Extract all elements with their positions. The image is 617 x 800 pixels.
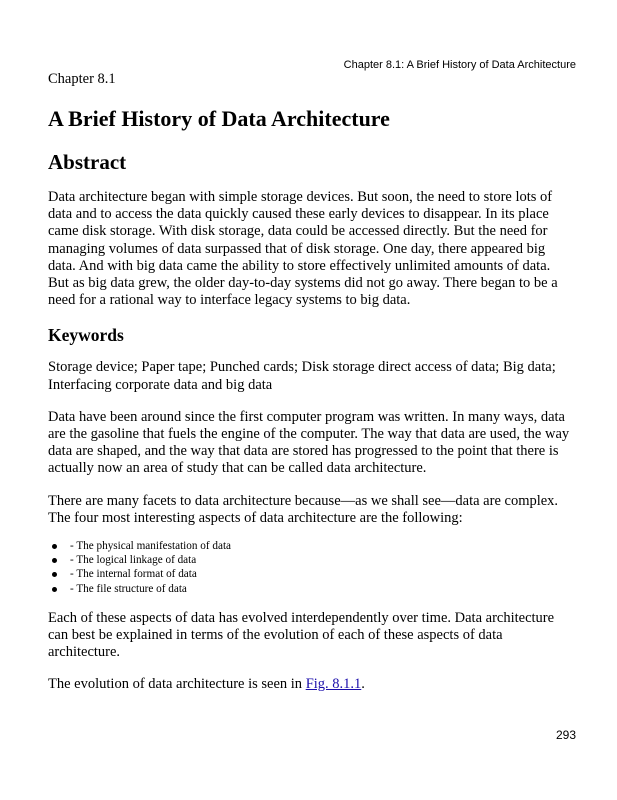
running-header: Chapter 8.1: A Brief History of Data Architecture: [343, 59, 576, 71]
list-item: [70, 553, 574, 567]
figure-reference-suffix: .: [361, 676, 365, 693]
figure-link[interactable]: Fig. 8.1.1: [305, 676, 362, 693]
keywords-heading: Keywords: [48, 325, 124, 346]
abstract-text: Data architecture began with simple storage devices. But soon, the need to store lots of data and to access the data quickly caused these early devices to disappear. In its place came disk storage. With disk storage, data could be accessed directly. But the need for managing volumes of data surpassed that of disk storage. One day, there appeared big data. And with big data came the ability to store effectively unlimited amounts of data. But as big data grew, the older day-to-day systems did not go away. There began to be a need for a rational way to interface legacy systems to big data.: [48, 189, 558, 309]
page-content: [48, 104, 574, 694]
bullet-icon: [52, 558, 57, 563]
bullet-icon: [52, 544, 57, 549]
bullet-icon: [52, 587, 57, 592]
intro-paragraph: Data have been around since the first computer program was written. In many ways, data are the gasoline that fuels the engine of the computer. The way that data are used, the way data are shaped, and the way that data are stored has progressed to the point that there is actually now an area of study that can be called data architecture.: [48, 408, 570, 477]
list-item: [70, 567, 574, 581]
list-item-text: - The logical linkage of data: [70, 554, 197, 567]
list-item: [70, 582, 574, 596]
list-item: [70, 539, 574, 553]
chapter-label: Chapter 8.1: [48, 71, 116, 87]
facets-list: [48, 539, 574, 596]
evolution-paragraph: Each of these aspects of data has evolved interdependently over time. Data architecture can best be explained in terms of the evolution of each of these aspects of data architecture.: [48, 609, 555, 661]
list-item-text: - The file structure of data: [70, 582, 187, 595]
bullet-icon: [52, 572, 57, 577]
facets-paragraph: There are many facets to data architecture because—as we shall see—data are complex. The four most interesting aspects of data architecture are the following:: [48, 492, 559, 526]
list-item-text: - The physical manifestation of data: [70, 540, 232, 553]
keywords-text: Storage device; Paper tape; Punched cards; Disk storage direct access of data; Big data; Interfacing corporate data and big data: [48, 359, 556, 393]
page-number: 293: [555, 728, 576, 742]
chapter-title: A Brief History of Data Architecture: [48, 106, 390, 131]
list-item-text: - The internal format of data: [70, 568, 197, 581]
abstract-heading: Abstract: [48, 150, 127, 174]
figure-reference-prefix: The evolution of data architecture is seen in: [48, 676, 306, 693]
figure-reference-paragraph: [48, 676, 574, 693]
